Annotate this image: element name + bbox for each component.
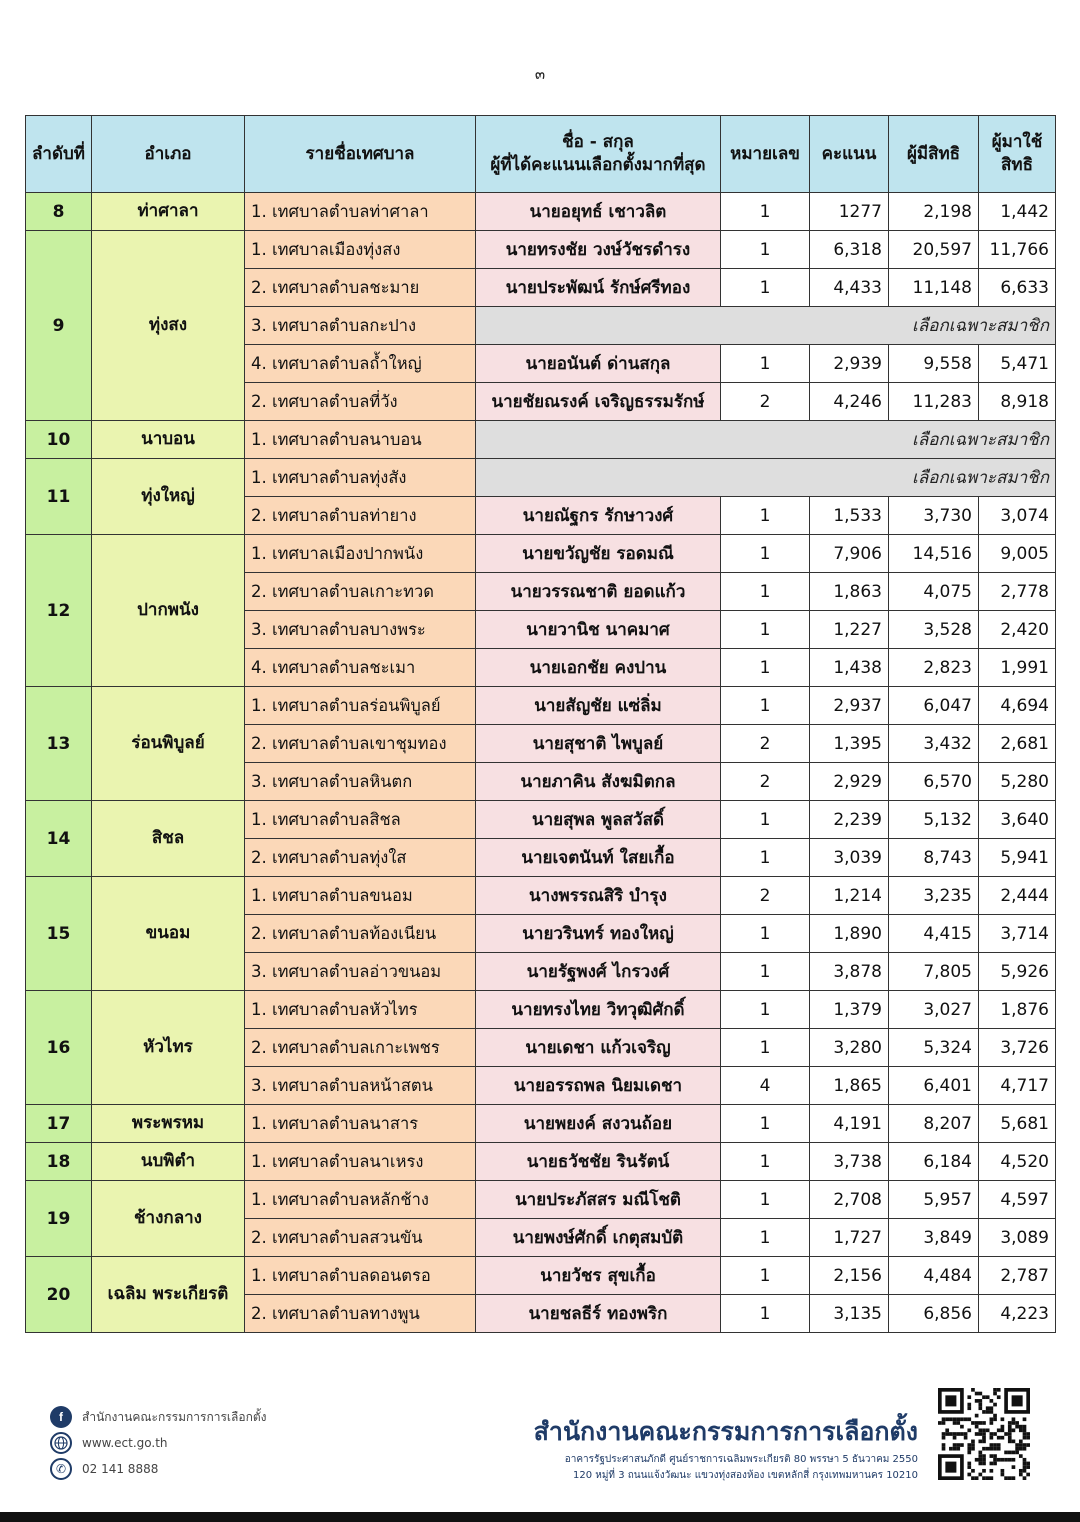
cell-score: 1,379 — [810, 991, 889, 1029]
cell-candidate-number: 1 — [721, 953, 810, 991]
cell-candidate-number: 1 — [721, 1295, 810, 1333]
cell-name: นายภาคิน สังฆมิตกล — [476, 763, 721, 801]
cell-score: 3,280 — [810, 1029, 889, 1067]
cell-municipality: 1. เทศบาลตำบลสิชล — [245, 801, 476, 839]
cell-municipality: 1. เทศบาลตำบลหัวไทร — [245, 991, 476, 1029]
cell-voted: 4,717 — [979, 1067, 1056, 1105]
cell-eligible: 6,401 — [889, 1067, 979, 1105]
cell-voted: 5,471 — [979, 345, 1056, 383]
table-row — [26, 1257, 1056, 1295]
qr-code — [938, 1388, 1030, 1480]
cell-municipality: 1. เทศบาลตำบลหลักช้าง — [245, 1181, 476, 1219]
cell-voted: 11,766 — [979, 231, 1056, 269]
cell-score: 1,438 — [810, 649, 889, 687]
cell-no: 12 — [26, 535, 92, 687]
table-row — [26, 991, 1056, 1029]
cell-voted: 1,876 — [979, 991, 1056, 1029]
cell-eligible: 5,324 — [889, 1029, 979, 1067]
cell-municipality: 2. เทศบาลตำบลท่ายาง — [245, 497, 476, 535]
table-row — [26, 1143, 1056, 1181]
cell-no: 9 — [26, 231, 92, 421]
cell-candidate-number: 2 — [721, 725, 810, 763]
cell-municipality: 1. เทศบาลตำบลทุ่งสัง — [245, 459, 476, 497]
cell-municipality: 1. เทศบาลตำบลนาเหรง — [245, 1143, 476, 1181]
globe-icon — [50, 1432, 72, 1454]
cell-eligible: 6,570 — [889, 763, 979, 801]
cell-municipality: 3. เทศบาลตำบลกะปาง — [245, 307, 476, 345]
cell-voted: 2,681 — [979, 725, 1056, 763]
cell-no: 13 — [26, 687, 92, 801]
cell-candidate-number: 1 — [721, 193, 810, 231]
cell-eligible: 6,856 — [889, 1295, 979, 1333]
cell-name: นายทรงไทย วิทวุฒิศักดิ์ — [476, 991, 721, 1029]
cell-score: 3,738 — [810, 1143, 889, 1181]
cell-no: 8 — [26, 193, 92, 231]
facebook-text: สำนักงานคณะกรรมการการเลือกตั้ง — [82, 1409, 267, 1424]
header-voted: ผู้มาใช้สิทธิ — [979, 116, 1056, 193]
cell-eligible: 3,027 — [889, 991, 979, 1029]
cell-voted: 3,640 — [979, 801, 1056, 839]
cell-municipality: 1. เทศบาลตำบลนาบอน — [245, 421, 476, 459]
cell-municipality: 1. เทศบาลตำบลขนอม — [245, 877, 476, 915]
cell-candidate-number: 2 — [721, 383, 810, 421]
cell-eligible: 14,516 — [889, 535, 979, 573]
cell-eligible: 4,075 — [889, 573, 979, 611]
cell-score: 1,865 — [810, 1067, 889, 1105]
cell-voted: 3,074 — [979, 497, 1056, 535]
cell-voted: 2,787 — [979, 1257, 1056, 1295]
phone-text: 02 141 8888 — [82, 1462, 159, 1476]
cell-no: 17 — [26, 1105, 92, 1143]
header-name — [476, 116, 721, 193]
cell-municipality: 1. เทศบาลตำบลท่าศาลา — [245, 193, 476, 231]
cell-no: 18 — [26, 1143, 92, 1181]
cell-eligible: 11,148 — [889, 269, 979, 307]
cell-voted: 5,926 — [979, 953, 1056, 991]
office-name: สำนักงานคณะกรรมการการเลือกตั้ง — [533, 1417, 918, 1446]
table-row — [26, 535, 1056, 573]
cell-score: 2,239 — [810, 801, 889, 839]
cell-candidate-number: 4 — [721, 1067, 810, 1105]
cell-municipality: 2. เทศบาลตำบลท้องเนียน — [245, 915, 476, 953]
website-text: www.ect.go.th — [82, 1436, 168, 1450]
cell-candidate-number: 1 — [721, 1219, 810, 1257]
cell-no: 16 — [26, 991, 92, 1105]
table-row — [26, 687, 1056, 725]
cell-municipality: 2. เทศบาลตำบลเกาะเพชร — [245, 1029, 476, 1067]
cell-eligible: 5,132 — [889, 801, 979, 839]
facebook-icon: f — [50, 1406, 72, 1428]
cell-eligible: 3,528 — [889, 611, 979, 649]
table-row — [26, 193, 1056, 231]
cell-candidate-number: 1 — [721, 535, 810, 573]
cell-municipality: 3. เทศบาลตำบลอ่าวขนอม — [245, 953, 476, 991]
office-block — [534, 1412, 918, 1484]
cell-eligible: 4,484 — [889, 1257, 979, 1295]
cell-municipality: 2. เทศบาลตำบลเขาชุมทอง — [245, 725, 476, 763]
cell-voted: 5,280 — [979, 763, 1056, 801]
cell-score: 3,135 — [810, 1295, 889, 1333]
cell-amphoe: นาบอน — [92, 421, 245, 459]
cell-eligible: 3,730 — [889, 497, 979, 535]
cell-score: 1,395 — [810, 725, 889, 763]
cell-voted: 2,420 — [979, 611, 1056, 649]
cell-name: นายประพัฒน์ รักษ์ศรีทอง — [476, 269, 721, 307]
header-name-line2: ผู้ที่ได้คะแนนเลือกตั้งมากที่สุด — [490, 155, 706, 175]
cell-score: 6,318 — [810, 231, 889, 269]
contact-facebook — [50, 1404, 266, 1430]
cell-eligible: 6,047 — [889, 687, 979, 725]
cell-municipality: 4. เทศบาลตำบลชะเมา — [245, 649, 476, 687]
cell-candidate-number: 1 — [721, 573, 810, 611]
cell-members-only: เลือกเฉพาะสมาชิก — [476, 459, 1056, 497]
cell-score: 1,227 — [810, 611, 889, 649]
cell-eligible: 7,805 — [889, 953, 979, 991]
page-number: ๓ — [534, 65, 546, 83]
cell-name: นายพยงค์ สงวนถ้อย — [476, 1105, 721, 1143]
cell-candidate-number: 1 — [721, 1105, 810, 1143]
cell-score: 3,878 — [810, 953, 889, 991]
cell-score: 4,246 — [810, 383, 889, 421]
cell-name: นายอยุทธ์ เชาวลิต — [476, 193, 721, 231]
cell-voted: 1,442 — [979, 193, 1056, 231]
cell-eligible: 4,415 — [889, 915, 979, 953]
cell-candidate-number: 1 — [721, 915, 810, 953]
cell-name: นายอนันต์ ด่านสกุล — [476, 345, 721, 383]
cell-candidate-number: 1 — [721, 611, 810, 649]
cell-score: 1,863 — [810, 573, 889, 611]
cell-municipality: 2. เทศบาลตำบลที่วัง — [245, 383, 476, 421]
cell-voted: 2,778 — [979, 573, 1056, 611]
cell-score: 1,727 — [810, 1219, 889, 1257]
cell-municipality: 1. เทศบาลเมืองปากพนัง — [245, 535, 476, 573]
cell-candidate-number: 1 — [721, 345, 810, 383]
cell-score: 2,937 — [810, 687, 889, 725]
cell-amphoe: เฉลิม พระเกียรติ — [92, 1257, 245, 1333]
cell-score: 1,214 — [810, 877, 889, 915]
cell-voted: 5,941 — [979, 839, 1056, 877]
cell-amphoe: ปากพนัง — [92, 535, 245, 687]
cell-municipality: 3. เทศบาลตำบลบางพระ — [245, 611, 476, 649]
contact-website — [50, 1430, 266, 1456]
cell-eligible: 6,184 — [889, 1143, 979, 1181]
bottom-bar — [0, 1512, 1080, 1522]
cell-name: นายเอกชัย คงปาน — [476, 649, 721, 687]
cell-name: นายวรินทร์ ทองใหญ่ — [476, 915, 721, 953]
cell-voted: 3,726 — [979, 1029, 1056, 1067]
cell-municipality: 2. เทศบาลตำบลสวนขัน — [245, 1219, 476, 1257]
cell-name: นายรัฐพงศ์ ไกรวงศ์ — [476, 953, 721, 991]
cell-eligible: 8,207 — [889, 1105, 979, 1143]
cell-score: 3,039 — [810, 839, 889, 877]
cell-voted: 6,633 — [979, 269, 1056, 307]
cell-voted: 2,444 — [979, 877, 1056, 915]
header-no: ลำดับที่ — [26, 116, 92, 193]
cell-score: 1,533 — [810, 497, 889, 535]
cell-score: 1277 — [810, 193, 889, 231]
cell-score: 2,156 — [810, 1257, 889, 1295]
cell-name: นายสัญชัย แซ่ลิ่ม — [476, 687, 721, 725]
cell-eligible: 3,849 — [889, 1219, 979, 1257]
cell-amphoe: หัวไทร — [92, 991, 245, 1105]
table-row — [26, 877, 1056, 915]
cell-amphoe: พระพรหม — [92, 1105, 245, 1143]
cell-no: 14 — [26, 801, 92, 877]
cell-amphoe: สิชล — [92, 801, 245, 877]
cell-candidate-number: 2 — [721, 763, 810, 801]
header-name-line1: ชื่อ - สกุล — [562, 132, 634, 153]
cell-amphoe: ทุ่งใหญ่ — [92, 459, 245, 535]
cell-no: 15 — [26, 877, 92, 991]
cell-candidate-number: 1 — [721, 231, 810, 269]
cell-voted: 3,714 — [979, 915, 1056, 953]
cell-name: นายอรรถพล นิยมเดชา — [476, 1067, 721, 1105]
cell-name: นายสุพล พูลสวัสดิ์ — [476, 801, 721, 839]
cell-voted: 4,520 — [979, 1143, 1056, 1181]
cell-candidate-number: 1 — [721, 1143, 810, 1181]
cell-municipality: 2. เทศบาลตำบลชะมาย — [245, 269, 476, 307]
header-score: คะแนน — [810, 116, 889, 193]
cell-score: 2,929 — [810, 763, 889, 801]
cell-eligible: 20,597 — [889, 231, 979, 269]
cell-municipality: 3. เทศบาลตำบลหน้าสตน — [245, 1067, 476, 1105]
table-row — [26, 801, 1056, 839]
cell-name: นายเจตนันท์ ใสยเกื้อ — [476, 839, 721, 877]
cell-voted: 5,681 — [979, 1105, 1056, 1143]
cell-municipality: 1. เทศบาลเมืองทุ่งสง — [245, 231, 476, 269]
cell-eligible: 2,198 — [889, 193, 979, 231]
header-number: หมายเลข — [721, 116, 810, 193]
cell-name: นายเดชา แก้วเจริญ — [476, 1029, 721, 1067]
cell-amphoe: ร่อนพิบูลย์ — [92, 687, 245, 801]
cell-candidate-number: 1 — [721, 839, 810, 877]
cell-name: นายชัยณรงค์ เจริญธรรมรักษ์ — [476, 383, 721, 421]
cell-eligible: 2,823 — [889, 649, 979, 687]
cell-score: 2,939 — [810, 345, 889, 383]
cell-name: นายวัชร สุขเกื้อ — [476, 1257, 721, 1295]
cell-amphoe: ทุ่งสง — [92, 231, 245, 421]
cell-voted: 8,918 — [979, 383, 1056, 421]
cell-eligible: 3,432 — [889, 725, 979, 763]
cell-municipality: 1. เทศบาลตำบลดอนตรอ — [245, 1257, 476, 1295]
cell-eligible: 11,283 — [889, 383, 979, 421]
cell-candidate-number: 1 — [721, 991, 810, 1029]
table-row — [26, 421, 1056, 459]
table-row — [26, 231, 1056, 269]
cell-score: 1,890 — [810, 915, 889, 953]
election-results-table — [25, 115, 1056, 1333]
contact-phone — [50, 1456, 266, 1482]
footer-contacts — [50, 1404, 266, 1482]
cell-candidate-number: 1 — [721, 497, 810, 535]
cell-name: นายพงษ์ศักดิ์ เกตุสมบัติ — [476, 1219, 721, 1257]
cell-no: 11 — [26, 459, 92, 535]
cell-score: 7,906 — [810, 535, 889, 573]
cell-name: นายวรรณชาติ ยอดแก้ว — [476, 573, 721, 611]
cell-municipality: 1. เทศบาลตำบลร่อนพิบูลย์ — [245, 687, 476, 725]
cell-voted: 4,694 — [979, 687, 1056, 725]
cell-score: 4,433 — [810, 269, 889, 307]
cell-candidate-number: 1 — [721, 1181, 810, 1219]
cell-name: นายชลธีร์ ทองพริก — [476, 1295, 721, 1333]
header-municipality: รายชื่อเทศบาล — [245, 116, 476, 193]
cell-amphoe: ช้างกลาง — [92, 1181, 245, 1257]
cell-candidate-number: 2 — [721, 877, 810, 915]
cell-voted: 4,597 — [979, 1181, 1056, 1219]
cell-municipality: 2. เทศบาลตำบลทุ่งใส — [245, 839, 476, 877]
cell-candidate-number: 1 — [721, 1029, 810, 1067]
cell-candidate-number: 1 — [721, 687, 810, 725]
cell-candidate-number: 1 — [721, 801, 810, 839]
table-row — [26, 1105, 1056, 1143]
cell-eligible: 5,957 — [889, 1181, 979, 1219]
office-address-line2: 120 หมู่ที่ 3 ถนนแจ้งวัฒนะ แขวงทุ่งสองห้อง เขตหลักสี่ กรุงเทพมหานคร 10210 — [572, 1470, 918, 1481]
cell-candidate-number: 1 — [721, 269, 810, 307]
cell-eligible: 8,743 — [889, 839, 979, 877]
cell-amphoe: นบพิตำ — [92, 1143, 245, 1181]
table-header-row — [26, 116, 1056, 193]
cell-members-only: เลือกเฉพาะสมาชิก — [476, 307, 1056, 345]
cell-no: 10 — [26, 421, 92, 459]
cell-amphoe: ท่าศาลา — [92, 193, 245, 231]
cell-municipality: 2. เทศบาลตำบลเกาะทวด — [245, 573, 476, 611]
cell-candidate-number: 1 — [721, 649, 810, 687]
cell-voted: 4,223 — [979, 1295, 1056, 1333]
table-row — [26, 1181, 1056, 1219]
cell-candidate-number: 1 — [721, 1257, 810, 1295]
cell-members-only: เลือกเฉพาะสมาชิก — [476, 421, 1056, 459]
cell-amphoe: ขนอม — [92, 877, 245, 991]
cell-name: นายธวัชชัย รินรัตน์ — [476, 1143, 721, 1181]
cell-name: นางพรรณสิริ บำรุง — [476, 877, 721, 915]
header-eligible: ผู้มีสิทธิ — [889, 116, 979, 193]
phone-icon: ✆ — [50, 1458, 72, 1480]
cell-municipality: 4. เทศบาลตำบลถ้ำใหญ่ — [245, 345, 476, 383]
cell-name: นายสุชาติ ไพบูลย์ — [476, 725, 721, 763]
table-body — [26, 193, 1056, 1333]
cell-voted: 9,005 — [979, 535, 1056, 573]
cell-name: นายวานิช นาคมาศ — [476, 611, 721, 649]
cell-name: นายทรงชัย วงษ์วัชรดำรง — [476, 231, 721, 269]
cell-score: 4,191 — [810, 1105, 889, 1143]
header-amphoe: อำเภอ — [92, 116, 245, 193]
table-row — [26, 459, 1056, 497]
cell-no: 20 — [26, 1257, 92, 1333]
office-address-line1: อาคารรัฐประศาสนภักดี ศูนย์ราชการเฉลิมพระเกียรติ 80 พรรษา 5 ธันวาคม 2550 — [564, 1454, 918, 1465]
cell-municipality: 2. เทศบาลตำบลทางพูน — [245, 1295, 476, 1333]
cell-voted: 3,089 — [979, 1219, 1056, 1257]
cell-eligible: 3,235 — [889, 877, 979, 915]
cell-name: นายขวัญชัย รอดมณี — [476, 535, 721, 573]
cell-voted: 1,991 — [979, 649, 1056, 687]
cell-name: นายประภัสสร มณีโชติ — [476, 1181, 721, 1219]
cell-municipality: 1. เทศบาลตำบลนาสาร — [245, 1105, 476, 1143]
cell-score: 2,708 — [810, 1181, 889, 1219]
cell-municipality: 3. เทศบาลตำบลหินตก — [245, 763, 476, 801]
cell-eligible: 9,558 — [889, 345, 979, 383]
cell-no: 19 — [26, 1181, 92, 1257]
cell-name: นายณัฐกร รักษาวงศ์ — [476, 497, 721, 535]
